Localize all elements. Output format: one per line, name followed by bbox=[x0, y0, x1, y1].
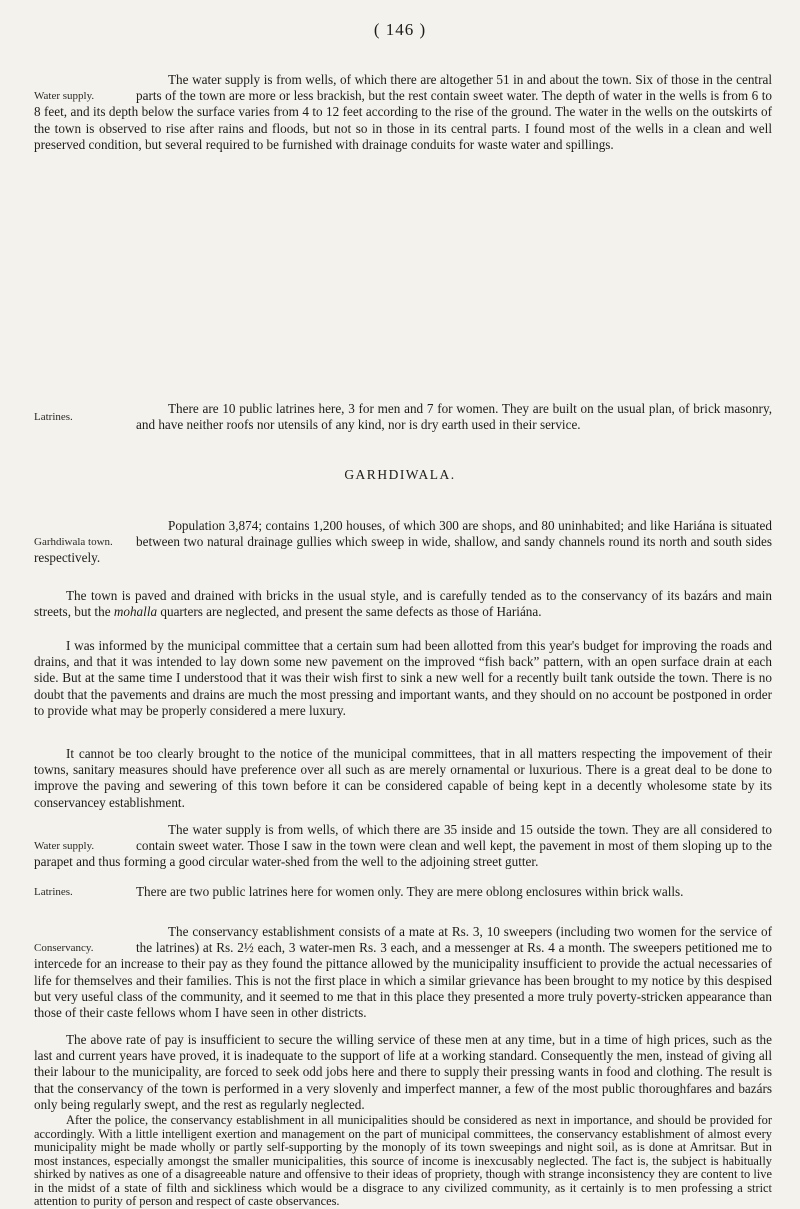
paragraph-text: I was informed by the municipal committee that a certain sum had been allotted from this year's budget for improving the roads and drains, and that it was intended to lay down some new pavement on the improved “fish back” pattern, with an open surface drain at each side. But at the same time I understood that it was their wish first to sink a new well for a recently built tank outside the town. There is no doubt that the pavements and drains are much the most pressing and important wants, and they should on no account be postponed in order to provide what may be properly considered a mere luxury. bbox=[34, 638, 772, 718]
page-number: ( 146 ) bbox=[373, 20, 427, 39]
paragraph-paving bbox=[34, 588, 772, 620]
paragraph-importance bbox=[34, 1114, 772, 1209]
paragraph-text: Population 3,874; contains 1,200 houses, of which 300 are shops, and 80 uninhabited; and like Hariána is situated between two natural drainage gullies which sweep in wide, shallow, and sandy channels round its north and south sides respectively. bbox=[34, 518, 772, 566]
paragraph-text: It cannot be too clearly brought to the notice of the municipal committees, that in all matters respecting the impovement of their towns, sanitary measures should have preference over all such as are merely ornamental or luxurious. There is a great deal to be done to improve the paving and sewering of this town before it can be considered capable of being kept in a decently wholesome state by its conservancey establishment. bbox=[34, 746, 772, 810]
paragraph-latrines-2 bbox=[34, 884, 772, 900]
paragraph-text: There are 10 public latrines here, 3 for men and 7 for women. They are built on the usual plan, of brick masonry, and have neither roofs nor utensils of any kind, nor is dry earth used in their service. bbox=[136, 401, 772, 433]
paragraph-latrines-1 bbox=[34, 401, 772, 433]
margin-note-garhdiwala-town: Garhdiwala town. bbox=[34, 536, 113, 548]
section-heading: GARHDIWALA. bbox=[344, 467, 456, 482]
paragraph-text: The conservancy establishment consists of a mate at Rs. 3, 10 sweepers (including two women for the service of the latrines) at Rs. 2½ each, 3 water-men Rs. 3 each, and a messenger at Rs. 4 a month. The sweepers petitioned me to intercede for an increase to their pay as they found the pittance allowed by the municipality insufficient to provide the actual necessaries of life for themselves and their families. This is not the first place in which a similar grievance has been brought to my notice by this despised but very useful class of the community, and it seemed to me that in this place they presented a more truly poverty-stricken appearance than those of their caste fellows whom I have seen in other districts. bbox=[34, 924, 772, 1021]
paragraph-budget bbox=[34, 638, 772, 719]
paragraph-text: The water supply is from wells, of which there are altogether 51 in and about the town. Six of those in the central parts of the town are more or less brackish, but the rest contain sweet water. The depth of water in the wells is from 6 to 8 feet, and its depth below the surface varies from 4 to 12 feet according to the rise of the ground. The water in the wells on the outskirts of the town is observed to rise after rains and floods, but not so in those in its central parts. I found most of the wells in a clean and well preserved condition, but several required to be furnished with drainage conduits for waste water and spillings. bbox=[34, 72, 772, 152]
paragraph-garhdiwala-town bbox=[34, 518, 772, 567]
paragraph-water-supply-1 bbox=[34, 72, 772, 153]
margin-note-water-supply: Water supply. bbox=[34, 840, 95, 852]
paragraph-text: The above rate of pay is insufficient to secure the willing service of these men at any time, but in a time of high prices, such as the last and current years have proved, it is inadequate to the support of life at a working standard. Consequently the men, instead of giving all their labour to the municipality, are forced to seek odd jobs here and there to supply their pressing wants in food and clothing. The result is that the conservancy of the town is performed in a very slovenly and imperfect manner, a few of the most public thoroughfares and bazárs only being regularly swept, and the rest as regularly neglected. bbox=[34, 1032, 772, 1112]
paragraph-text: The water supply is from wells, of which there are 35 inside and 15 outside the town. They are all considered to contain sweet water. Those I saw in the town were clean and well kept, the pavement in most of them sloping up to the parapet and thus forming a good circular water-shed from the well to the adjoining street gutter. bbox=[34, 822, 772, 870]
paragraph-pay-rate bbox=[34, 1032, 772, 1113]
paragraph-conservancy bbox=[34, 924, 772, 1021]
paragraph-text: After the police, the conservancy establishment in all municipalities should be considered as next in importance, and should be provided for accordingly. With a little intelligent exertion and management on the part of municipal committees, the conservancy establishment of almost every municipality might be made wholly or partly self-supporting by the monoply of its town sweepings and night soil, as is done at Amritsar. But in most instances, especially amongst the smaller municipalities, this source of income is inexcusably neglected. The fact is, the subject is habitually shirked by natives as one of a disagreeable nature and offensive to their ideas of propriety, though with strange inconsistency they are content to live in the midst of a state of filth and sickliness which would be a disgrace to any civilized community, as it certainly is to men professing a strict attention to purity of person and respect of caste observances. bbox=[34, 1113, 772, 1208]
paragraph-sanitary-measures bbox=[34, 746, 772, 811]
margin-note-conservancy: Conservancy. bbox=[34, 942, 94, 954]
paragraph-text-b: quarters are neglected, and present the same defects as those of Hariána. bbox=[157, 604, 542, 620]
margin-note-latrines: Latrines. bbox=[34, 411, 73, 423]
margin-note-latrines: Latrines. bbox=[34, 886, 73, 898]
paragraph-water-supply-2 bbox=[34, 822, 772, 871]
paragraph-text: There are two public latrines here for women only. They are mere oblong enclosures within brick walls. bbox=[136, 884, 684, 899]
paragraph-text-a: The town is paved and drained with bricks in the usual style, and is carefully tended as to the conservancy of its bazárs and main streets, but the bbox=[34, 588, 772, 620]
margin-note-water-supply: Water supply. bbox=[34, 90, 95, 102]
paragraph-text-italic: mohalla bbox=[113, 604, 158, 620]
